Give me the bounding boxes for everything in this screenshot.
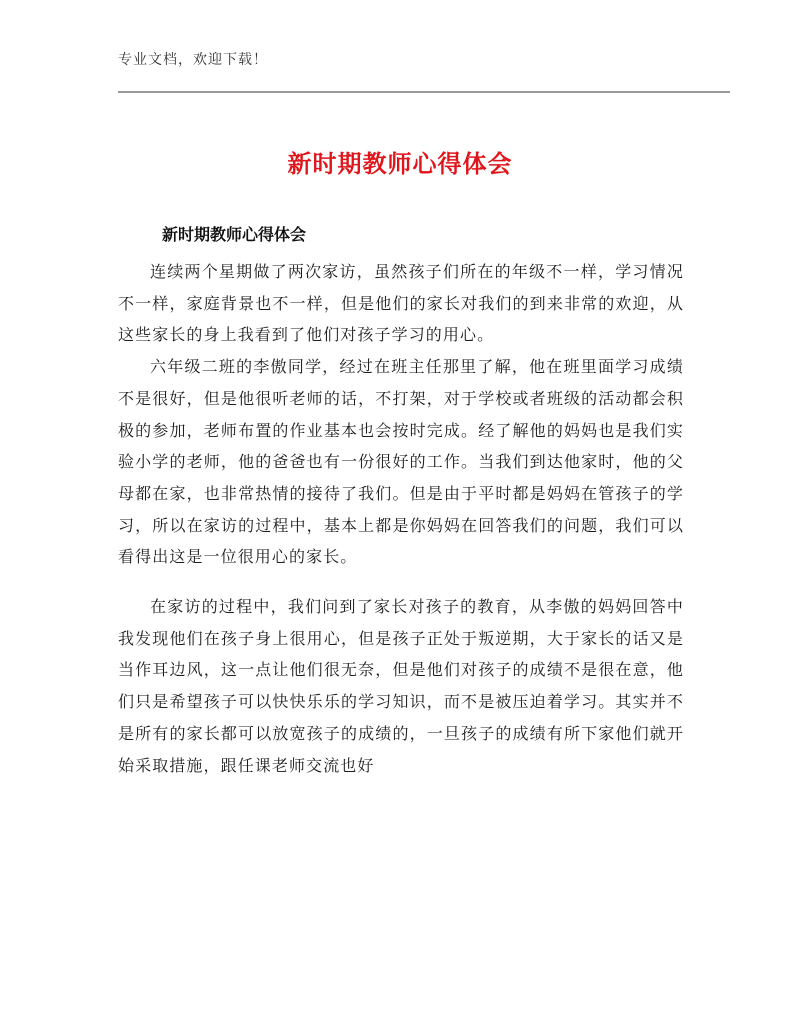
paragraph-1: 连续两个星期做了两次家访，虽然孩子们所在的年级不一样，学习情况不一样，家庭背景也不一样，但是他们的家长对我们的到来非常的欢迎，从这些家长的身上我看到了他们对孩子学习的用心。 [118,262,684,345]
paragraph-2: 六年级二班的李傲同学，经过在班主任那里了解，他在班里面学习成绩不是很好，但是他很听老师的话，不打架，对于学校或者班级的活动都会积极的参加，老师布置的作业基本也会按时完成。经了解他的妈妈也是我们实验小学的老师，他的爸爸也有一份很好的工作。当我们到达他家时，他的父母都在家，也非常热情的接待了我们。但是由于平时都是妈妈在管孩子的学习，所以在家访的过程中，基本上都是你妈妈在回答我们的问题，我们可以看得出这是一位很用心的家长。 [118,357,684,567]
document-subtitle: 新时期教师心得体会 [162,225,307,244]
document-body [118,256,684,781]
document-header-text: 专业文档，欢迎下载！ [118,52,268,68]
paragraph-3: 在家访的过程中，我们问到了家长对孩子的教育，从李傲的妈妈回答中我发现他们在孩子身上很用心，但是孩子正处于叛逆期，大于家长的话又是当作耳边风，这一点让他们很无奈，但是他们对孩子的成绩不是很在意，他们只是希望孩子可以快快乐乐的学习知识，而不是被压迫着学习。其实并不是所有的家长都可以放宽孩子的成绩的，一旦孩子的成绩有所下家他们就开始采取措施，跟任课老师交流也好 [118,597,684,775]
header-divider [118,91,730,93]
document-title: 新时期教师心得体会 [287,150,513,178]
